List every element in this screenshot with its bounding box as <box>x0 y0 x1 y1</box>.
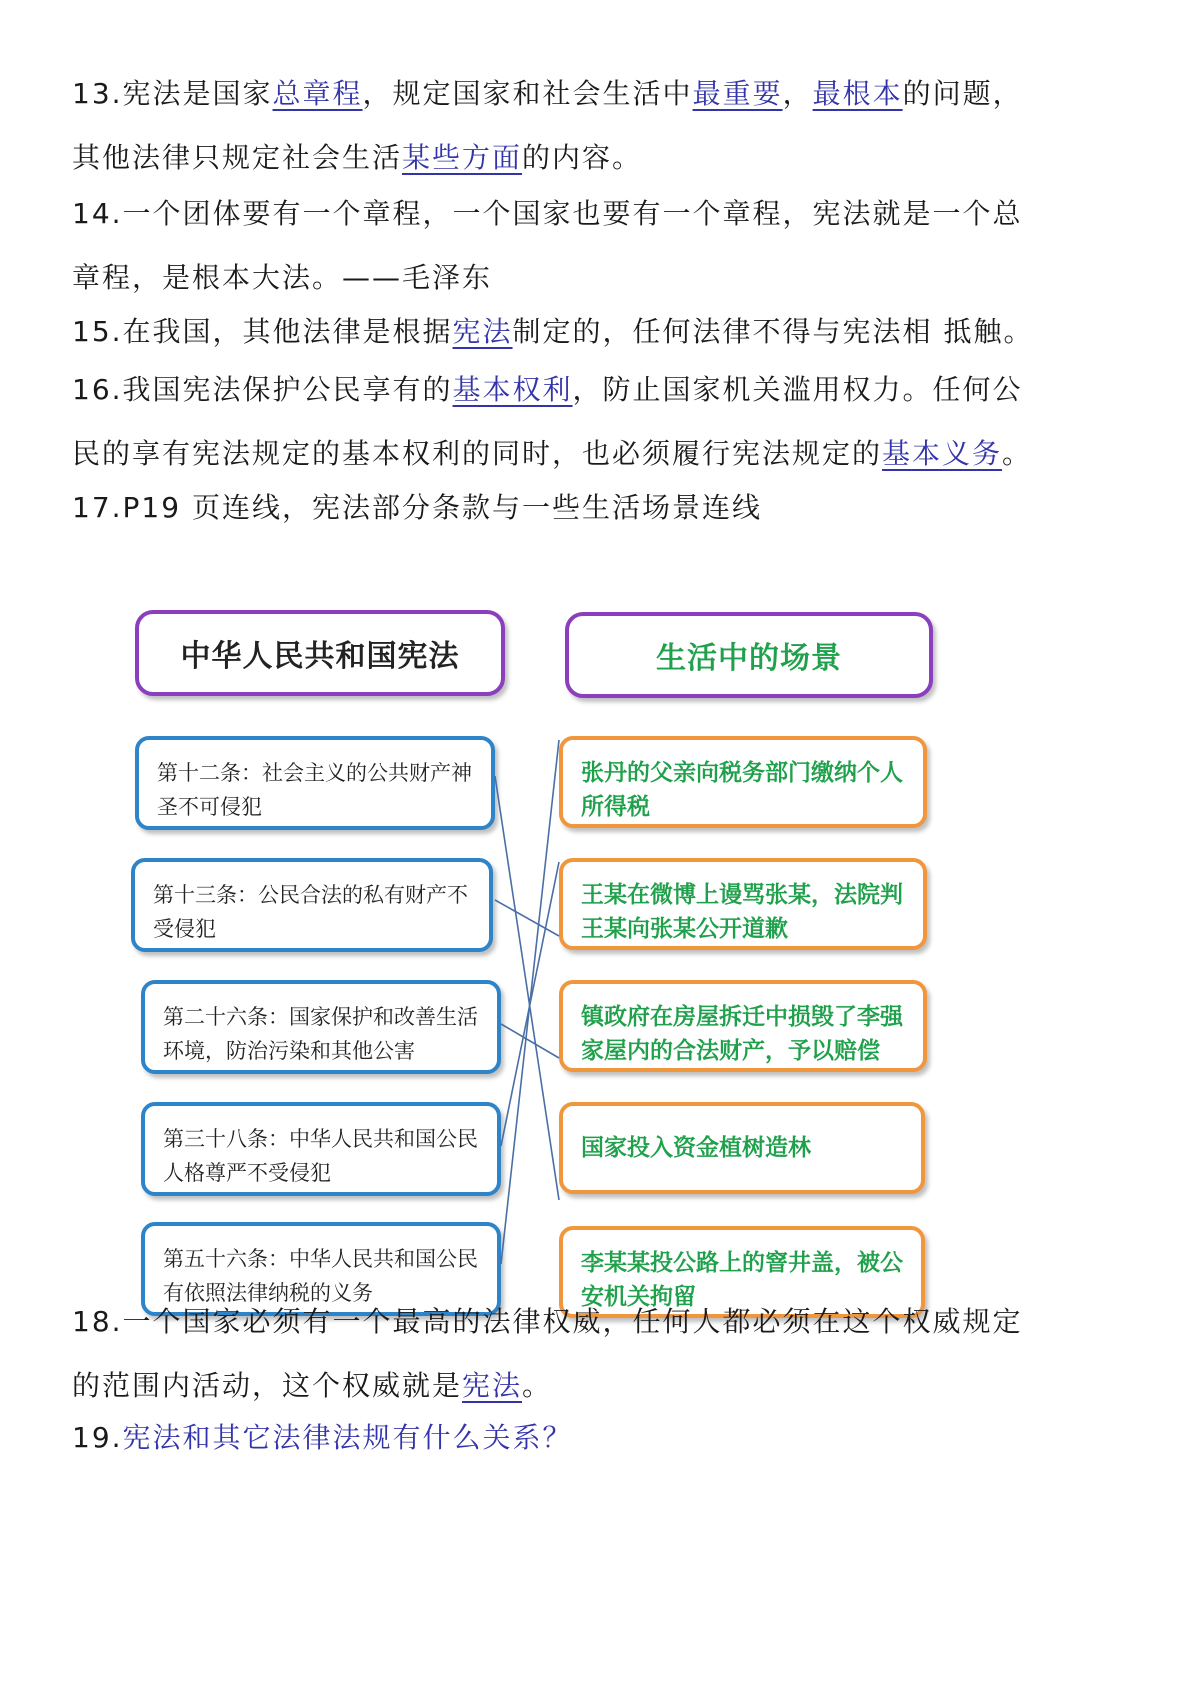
scene-card: 王某在微博上谩骂张某，法院判王某向张某公开道歉 <box>559 858 927 950</box>
scene-card: 李某某投公路上的窨井盖，被公安机关拘留 <box>559 1226 925 1318</box>
article-card: 第五十六条：中华人民共和国公民有依照法律纳税的义务 <box>141 1222 501 1316</box>
item-16: 16.我国宪法保护公民享有的基本权利，防止国家机关滥用权力。任何公 民的享有宪法规定的基本权利的同时，也必须履行宪法规定的基本义务。 <box>72 373 1033 470</box>
item-18: 18.一个国家必须有一个最高的法律权威，任何人都必须在这个权威规定 的范围内活动，这个权威就是宪法。 <box>72 1305 1023 1402</box>
connector-line <box>501 1024 559 1058</box>
item-13-line-1: 13.宪法是国家总章程，规定国家和社会生活中最重要，最根本的问题， <box>72 77 1023 110</box>
constitution-header: 中华人民共和国宪法 <box>135 610 505 696</box>
answer-blank: 某些方面 <box>402 141 523 174</box>
scene-card: 张丹的父亲向税务部门缴纳个人所得税 <box>559 736 927 828</box>
connector-line <box>501 740 559 1264</box>
article-card: 第十二条：社会主义的公共财产神圣不可侵犯 <box>135 736 495 830</box>
item-13-line-2: 其他法律只规定社会生活某些方面的内容。 <box>72 141 643 174</box>
question-text: 宪法和其它法律法规有什么关系？ <box>122 1421 573 1454</box>
matching-diagram <box>135 600 1015 1370</box>
connector-line <box>501 862 559 1146</box>
connector-line <box>495 776 559 1200</box>
article-card: 第二十六条：国家保护和改善生活环境，防治污染和其他公害 <box>141 980 501 1074</box>
answer-blank: 总章程 <box>272 77 363 110</box>
answer-blank: 最根本 <box>812 77 903 110</box>
answer-blank: 基本义务 <box>882 437 1003 470</box>
answer-blank: 最重要 <box>692 77 783 110</box>
article-card: 第十三条：公民合法的私有财产不受侵犯 <box>131 858 493 952</box>
scene-card: 国家投入资金植树造林 <box>559 1102 925 1194</box>
item-19: 19.宪法和其它法律法规有什么关系？ <box>72 1421 573 1454</box>
connector-line <box>495 900 559 936</box>
scenes-header: 生活中的场景 <box>565 612 933 698</box>
item-15: 15.在我国，其他法律是根据宪法制定的，任何法律不得与宪法相 抵触。 <box>72 315 1034 348</box>
answer-blank: 基本权利 <box>452 373 573 406</box>
item-14: 14.一个团体要有一个章程，一个国家也要有一个章程，宪法就是一个总 章程，是根本大法。——毛泽东 <box>72 197 1023 294</box>
item-17: 17.P19 页连线，宪法部分条款与一些生活场景连线 <box>72 491 762 524</box>
article-card: 第三十八条：中华人民共和国公民人格尊严不受侵犯 <box>141 1102 501 1196</box>
scene-card: 镇政府在房屋拆迁中损毁了李强家屋内的合法财产，予以赔偿 <box>559 980 927 1072</box>
answer-blank: 宪法 <box>452 315 513 348</box>
item-13 <box>72 62 1142 190</box>
answer-blank: 宪法 <box>462 1369 523 1402</box>
